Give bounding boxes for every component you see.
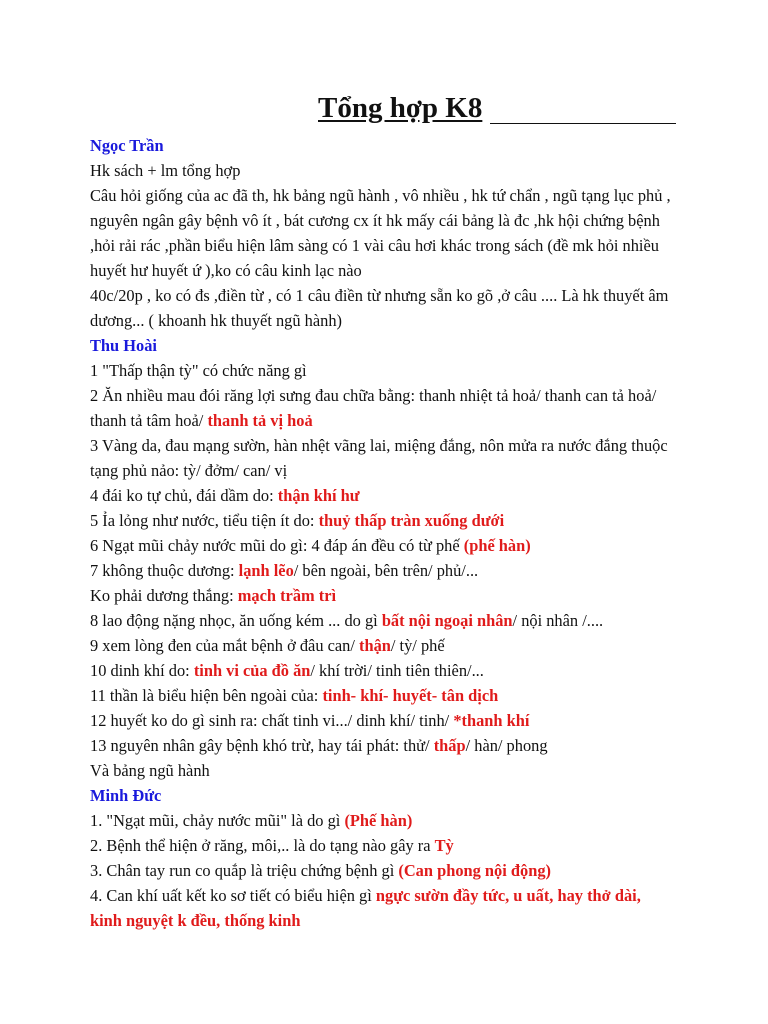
text-segment: 8 lao động nặng nhọc, ăn uống kém ... do gì — [90, 611, 382, 630]
text-line — [90, 858, 676, 883]
answer-highlight: thận — [359, 636, 391, 655]
text-segment: 10 dinh khí do: — [90, 661, 194, 680]
text-line — [90, 733, 676, 758]
text-segment: / tỳ/ phế — [390, 636, 445, 655]
answer-highlight: (phế hàn) — [463, 536, 531, 555]
text-segment: 2. Bệnh thể hiện ở răng, môi,.. là do tạng nào gây ra — [90, 836, 435, 855]
text-segment: 4. Can khí uất kết ko sơ tiết có biểu hiện gì — [90, 886, 376, 905]
answer-highlight: tinh vi của đồ ăn — [193, 661, 311, 680]
answer-highlight: *thanh khí — [453, 711, 530, 730]
text-line — [90, 883, 676, 933]
text-segment: / hàn/ phong — [465, 736, 548, 755]
text-segment: / bên ngoài, bên trên/ phủ/... — [293, 561, 479, 580]
answer-highlight: lạnh lẽo — [238, 561, 294, 580]
text-line — [90, 183, 676, 283]
text-line — [90, 358, 676, 383]
text-line — [90, 283, 676, 333]
text-segment: 1 "Thấp thận tỳ" có chức năng gì — [90, 361, 307, 380]
text-line — [90, 583, 676, 608]
document-title: Tổng hợp K8 — [318, 92, 483, 124]
text-line — [90, 558, 676, 583]
text-line — [90, 533, 676, 558]
text-line — [90, 758, 676, 783]
answer-highlight: ngực sườn đầy tức, u uất, hay thở dài, kinh nguyệt k đều, thống kinh — [90, 886, 641, 930]
answer-highlight: tinh- khí- huyết- tân dịch — [322, 686, 499, 705]
answer-highlight: mạch trầm trì — [237, 586, 337, 605]
text-line — [90, 608, 676, 633]
text-segment: 13 nguyên nhân gây bệnh khó trừ, hay tái phát: thử/ — [90, 736, 434, 755]
text-line — [90, 633, 676, 658]
text-line — [90, 483, 676, 508]
text-segment: 40c/20p , ko có đs ,điền từ , có 1 câu điền từ nhưng sẵn ko gõ ,ở câu .... Là hk thuyết âm dương... ( khoanh hk thuyết ngũ hành) — [90, 286, 669, 330]
text-line — [90, 158, 676, 183]
text-segment: 3 Vàng da, đau mạng sườn, hàn nhệt vãng lai, miệng đắng, nôn mửa ra nước đắng thuộc tạng phủ nảo: tỳ/ đởm/ can/ vị — [90, 436, 668, 480]
answer-highlight: thận khí hư — [277, 486, 360, 505]
text-line — [90, 383, 676, 433]
section-heading: Minh Đức — [90, 786, 162, 805]
text-line — [90, 658, 676, 683]
text-line — [90, 433, 676, 483]
answer-highlight: thuỷ thấp tràn xuống dưới — [318, 511, 505, 530]
text-line — [90, 508, 676, 533]
title-underline — [490, 123, 676, 124]
answer-highlight: thanh tả vị hoả — [207, 411, 313, 430]
text-segment: 2 Ăn nhiều mau đói răng lợi sưng đau chữa bằng: thanh nhiệt tả hoả/ thanh can tả hoả/ thanh tả tâm hoả/ — [90, 386, 657, 430]
text-segment: 1. "Ngạt mũi, chảy nước mũi" là do gì — [90, 811, 345, 830]
text-segment: Và bảng ngũ hành — [90, 761, 210, 780]
text-segment: 3. Chân tay run co quắp là triệu chứng bệnh gì — [90, 861, 399, 880]
text-segment: 12 huyết ko do gì sinh ra: chất tinh vi.../ dinh khí/ tinh/ — [90, 711, 454, 730]
text-segment: 11 thần là biểu hiện bên ngoài của: — [90, 686, 323, 705]
text-segment: 7 không thuộc dương: — [90, 561, 239, 580]
text-segment: 9 xem lòng đen của mắt bệnh ở đâu can/ — [90, 636, 360, 655]
section-heading: Thu Hoài — [90, 336, 157, 355]
answer-highlight: thấp — [433, 736, 466, 755]
title-block — [90, 92, 676, 128]
answer-highlight: (Can phong nội động) — [398, 861, 551, 880]
text-line — [90, 708, 676, 733]
text-segment: 4 đái ko tự chủ, đái dầm do: — [90, 486, 278, 505]
answer-highlight: (Phế hàn) — [344, 811, 413, 830]
answer-highlight: bất nội ngoại nhân — [381, 611, 513, 630]
text-segment: Hk sách + lm tổng hợp — [90, 161, 241, 180]
section-heading: Ngọc Trần — [90, 136, 164, 155]
text-segment: 5 Ỉa lỏng như nước, tiểu tiện ít do: — [90, 511, 319, 530]
document-body — [90, 133, 676, 933]
text-segment: / khí trời/ tinh tiên thiên/... — [310, 661, 484, 680]
text-segment: Câu hỏi giống của ac đã th, hk bảng ngũ hành , vô nhiều , hk tứ chẩn , ngũ tạng lục phủ , nguyên ngân gây bệnh vô ít , bát cương cx ít hk mấy cái bảng là đc ,hk hội chứng bệnh ,hỏi rải rác ,phần biểu hiện lâm sàng có 1 vài câu hơi khác trong sách (đề mk hỏi nhiều huyết hư huyết ứ ),ko có câu kinh lạc nào — [90, 186, 671, 280]
text-segment: / nội nhân /.... — [512, 611, 604, 630]
answer-highlight: Tỳ — [434, 836, 454, 855]
text-line — [90, 683, 676, 708]
text-line — [90, 833, 676, 858]
text-line — [90, 808, 676, 833]
text-segment: 6 Ngạt mũi chảy nước mũi do gì: 4 đáp án đều có từ phế — [90, 536, 464, 555]
text-segment: Ko phải dương thắng: — [90, 586, 238, 605]
